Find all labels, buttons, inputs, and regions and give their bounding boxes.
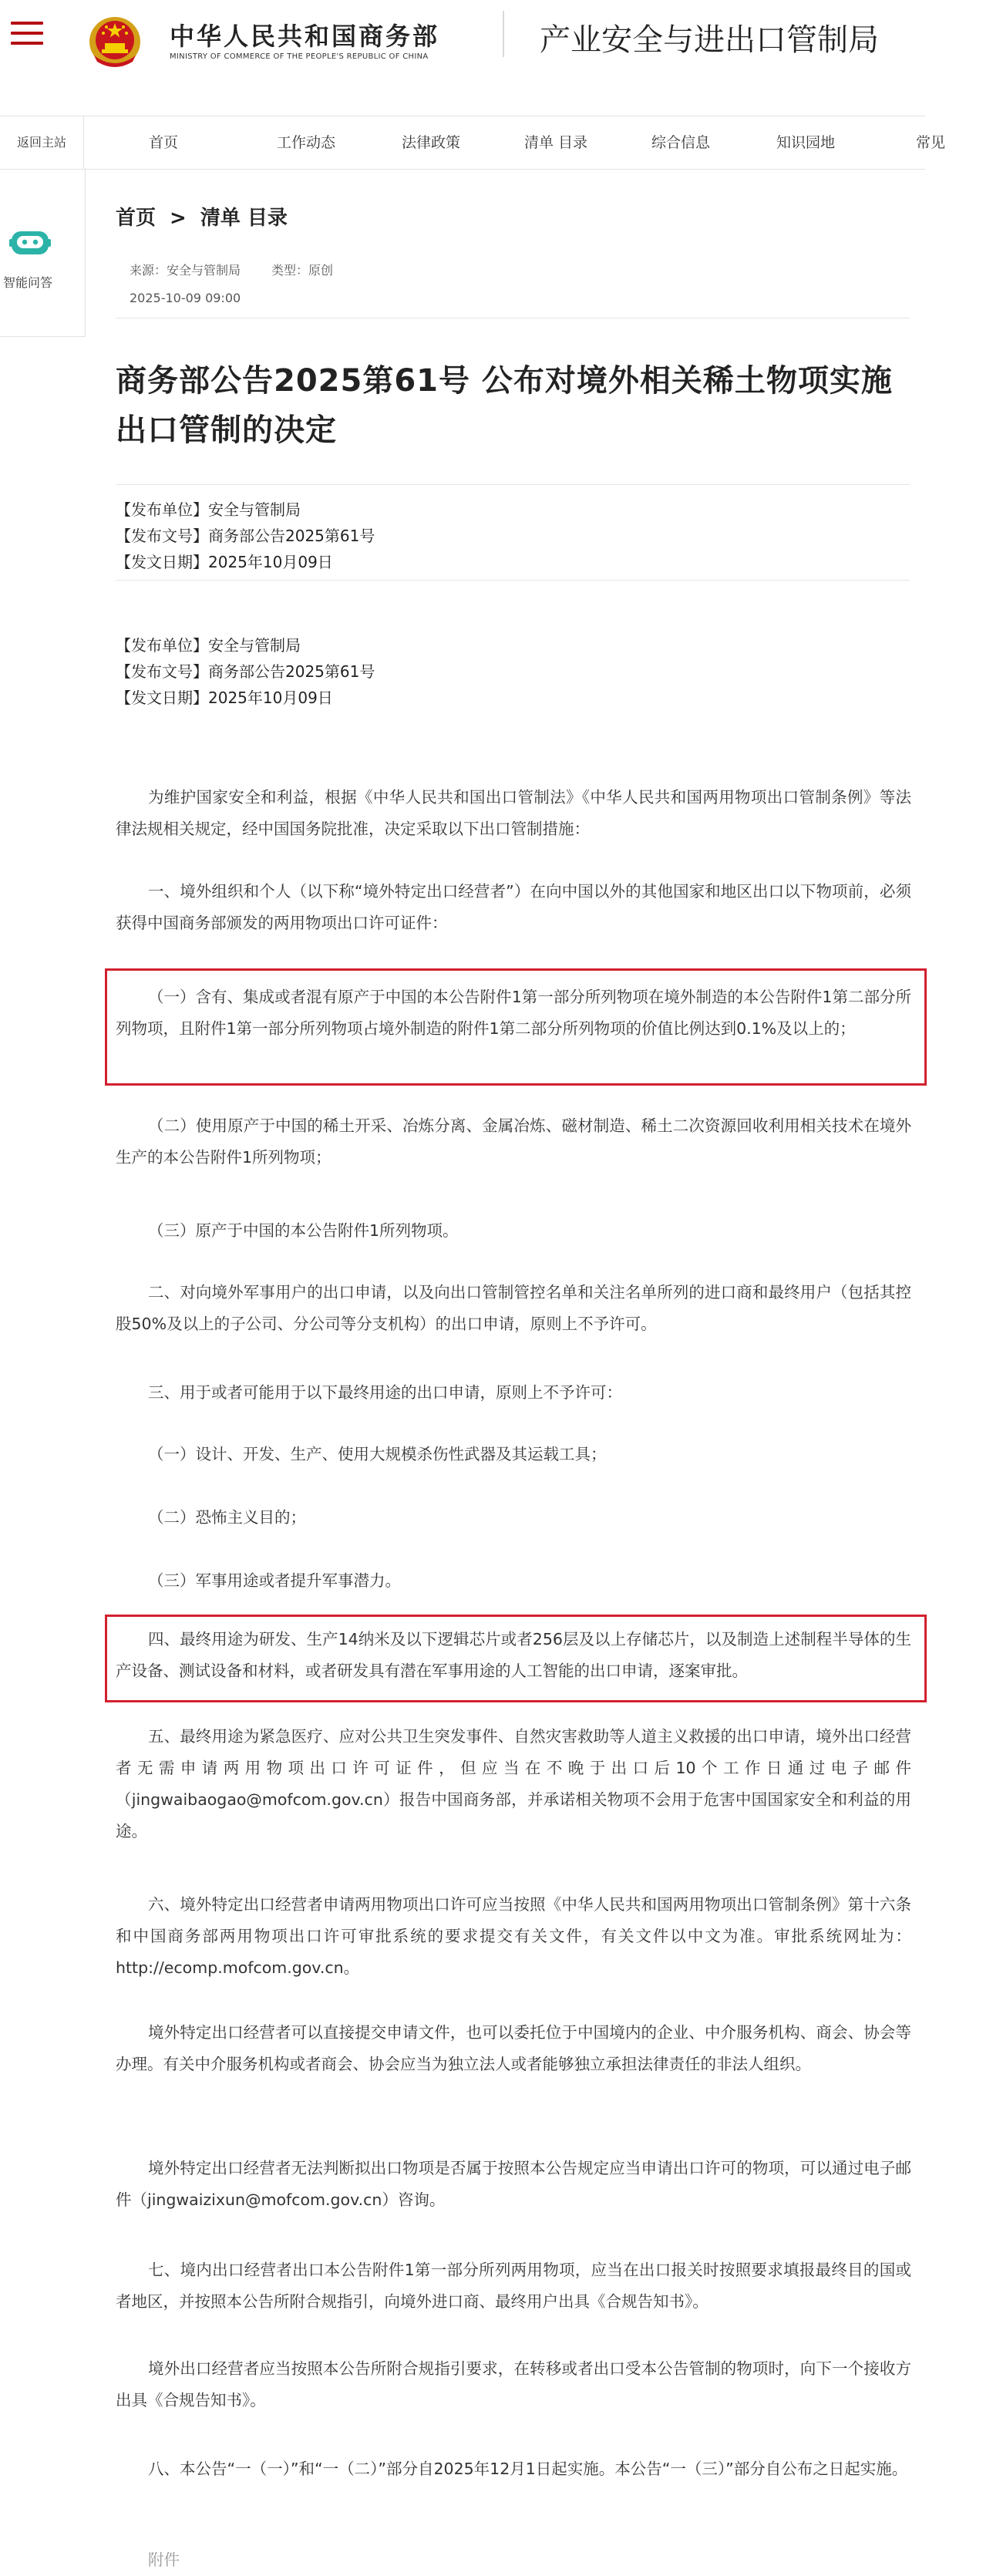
nav-item-lists-catalogs[interactable]: 清单 目录 <box>523 134 588 151</box>
paragraph-section-1-3: （三）原产于中国的本公告附件1所列物项。 <box>148 1221 459 1240</box>
info-document-number: 【发布文号】商务部公告2025第61号 <box>116 527 375 545</box>
main-nav <box>0 116 945 170</box>
info-issue-date: 【发文日期】2025年10月09日 <box>116 689 333 707</box>
breadcrumb-separator: > <box>170 207 187 230</box>
article-info-block <box>116 497 375 575</box>
header-divider <box>503 11 504 57</box>
nav-item-faq[interactable]: 常见 <box>915 134 945 151</box>
article-info-block-repeat <box>116 632 375 711</box>
info-issuer: 【发布单位】安全与管制局 <box>116 636 301 655</box>
nav-item-home[interactable]: 首页 <box>148 134 178 151</box>
site-title[interactable]: 产业安全与进出口管制局 <box>540 22 879 58</box>
article-type: 类型：原创 <box>271 263 334 278</box>
breadcrumb <box>116 202 288 231</box>
robot-assistant-icon[interactable] <box>9 227 51 258</box>
paragraph-section-6: 六、境外特定出口经营者申请两用物项出口许可应当按照《中华人民共和国两用物项出口管制条例》第十六条和中国商务部两用物项出口许可审批系统的要求提交有关文件，有关文件以中文为准。审批系统网址为：http://ecomp.mofcom.gov.cn。 <box>116 1895 911 1977</box>
back-to-main-site-link[interactable]: 返回主站 <box>0 116 84 169</box>
paragraph-section-3-1: （一）设计、开发、生产、使用大规模杀伤性武器及其运载工具； <box>148 1445 607 1463</box>
info-divider <box>116 580 910 581</box>
site-header <box>0 0 925 77</box>
paragraph-section-8: 八、本公告“一（一）”和“一（二）”部分自2025年12月1日起实施。本公告“一（三）”部分自公布之日起实施。 <box>148 2460 908 2478</box>
article-source: 来源：安全与管制局 <box>130 263 241 278</box>
paragraph-section-5: 五、最终用途为紧急医疗、应对公共卫生突发事件、自然灾害救助等人道主义救援的出口申请，境外出口经营者无需申请两用物项出口许可证件，但应当在不晚于出口后10个工作日通过电子邮件（jingwaibaogao@mofcom.gov.cn）报告中国商务部，并承诺相关物项不会用于危害中国国家安全和利益的用途。 <box>116 1727 911 1840</box>
nav-items <box>83 116 993 169</box>
paragraph-section-3: 三、用于或者可能用于以下最终用途的出口申请，原则上不予许可： <box>148 1383 622 1402</box>
paragraph-section-1: 一、境外组织和个人（以下称“境外特定出口经营者”）在向中国以外的其他国家和地区出口以下物项前，必须获得中国商务部颁发的两用物项出口许可证件： <box>116 882 911 932</box>
ministry-logo-english: MINISTRY OF COMMERCE OF THE PEOPLE'S REPUBLIC OF CHINA <box>170 52 429 61</box>
ministry-logo-text[interactable]: 中华人民共和国商务部 <box>170 22 440 51</box>
nav-item-knowledge[interactable]: 知识园地 <box>776 134 835 151</box>
left-sidebar <box>0 168 86 337</box>
paragraph-intro: 为维护国家安全和利益，根据《中华人民共和国出口管制法》《中华人民共和国两用物项出口管制条例》等法律法规相关规定，经中国国务院批准，决定采取以下出口管制措施： <box>116 788 911 838</box>
article-title: 商务部公告2025第61号 公布对境外相关稀土物项实施出口管制的决定 <box>116 363 893 448</box>
paragraph-section-7: 七、境内出口经营者出口本公告附件1第一部分所列两用物项，应当在出口报关时按照要求填报最终目的国或者地区，并按照本公告所附合规指引，向境外进口商、最终用户出具《合规告知书》。 <box>116 2261 911 2311</box>
info-document-number: 【发布文号】商务部公告2025第61号 <box>116 662 375 681</box>
paragraph-section-3-3: （三）军事用途或者提升军事潜力。 <box>148 1571 401 1590</box>
paragraph-section-1-2: （二）使用原产于中国的稀土开采、冶炼分离、金属冶炼、磁材制造、稀土二次资源回收利用相关技术在境外生产的本公告附件1所列物项； <box>116 1116 911 1167</box>
paragraph-section-4: 四、最终用途为研发、生产14纳米及以下逻辑芯片或者256层及以上存储芯片，以及制造上述制程半导体的生产设备、测试设备和材料，或者研发具有潜在军事用途的人工智能的出口申请，逐案审批。 <box>116 1630 911 1680</box>
nav-item-laws-policies[interactable]: 法律政策 <box>401 134 460 151</box>
paragraph-section-7-notice: 境外出口经营者应当按照本公告所附合规指引要求，在转移或者出口受本公告管制的物项时，向下一个接收方出具《合规告知书》。 <box>116 2359 911 2409</box>
smart-qa-label[interactable]: 智能问答 <box>2 275 52 290</box>
nav-item-general-info[interactable]: 综合信息 <box>651 134 710 151</box>
paragraph-section-1-1: （一）含有、集成或者混有原产于中国的本公告附件1第一部分所列物项在境外制造的本公告附件1第二部分所列物项，且附件1第一部分所列物项占境外制造的附件1第二部分所列物项的价值比例达到0.1%及以上的； <box>116 988 911 1038</box>
title-divider <box>116 484 910 485</box>
article-date: 2025-10-09 09:00 <box>130 291 241 305</box>
attachments-label[interactable]: 附件 <box>148 2551 180 2569</box>
paragraph-section-2: 二、对向境外军事用户的出口申请，以及向出口管制管控名单和关注名单所列的进口商和最终用户（包括其控股50%及以上的子公司、分公司等分支机构）的出口申请，原则上不予许可。 <box>116 1283 911 1333</box>
paragraph-section-6-inquiry: 境外特定出口经营者无法判断拟出口物项是否属于按照本公告规定应当申请出口许可的物项，可以通过电子邮件（jingwaizixun@mofcom.gov.cn）咨询。 <box>116 2159 911 2209</box>
info-issuer: 【发布单位】安全与管制局 <box>116 500 301 519</box>
breadcrumb-home[interactable]: 首页 <box>116 207 157 230</box>
article-meta <box>130 261 364 305</box>
national-emblem-icon[interactable] <box>88 9 142 68</box>
breadcrumb-current[interactable]: 清单 目录 <box>200 207 288 230</box>
paragraph-section-3-2: （二）恐怖主义目的； <box>148 1508 306 1527</box>
nav-item-work-news[interactable]: 工作动态 <box>276 134 335 151</box>
paragraph-section-6-agents: 境外特定出口经营者可以直接提交申请文件，也可以委托位于中国境内的企业、中介服务机构、商会、协会等办理。有关中介服务机构或者商会、协会应当为独立法人或者能够独立承担法律责任的非法人组织。 <box>116 2023 911 2073</box>
menu-icon[interactable] <box>11 22 43 49</box>
info-issue-date: 【发文日期】2025年10月09日 <box>116 553 333 571</box>
